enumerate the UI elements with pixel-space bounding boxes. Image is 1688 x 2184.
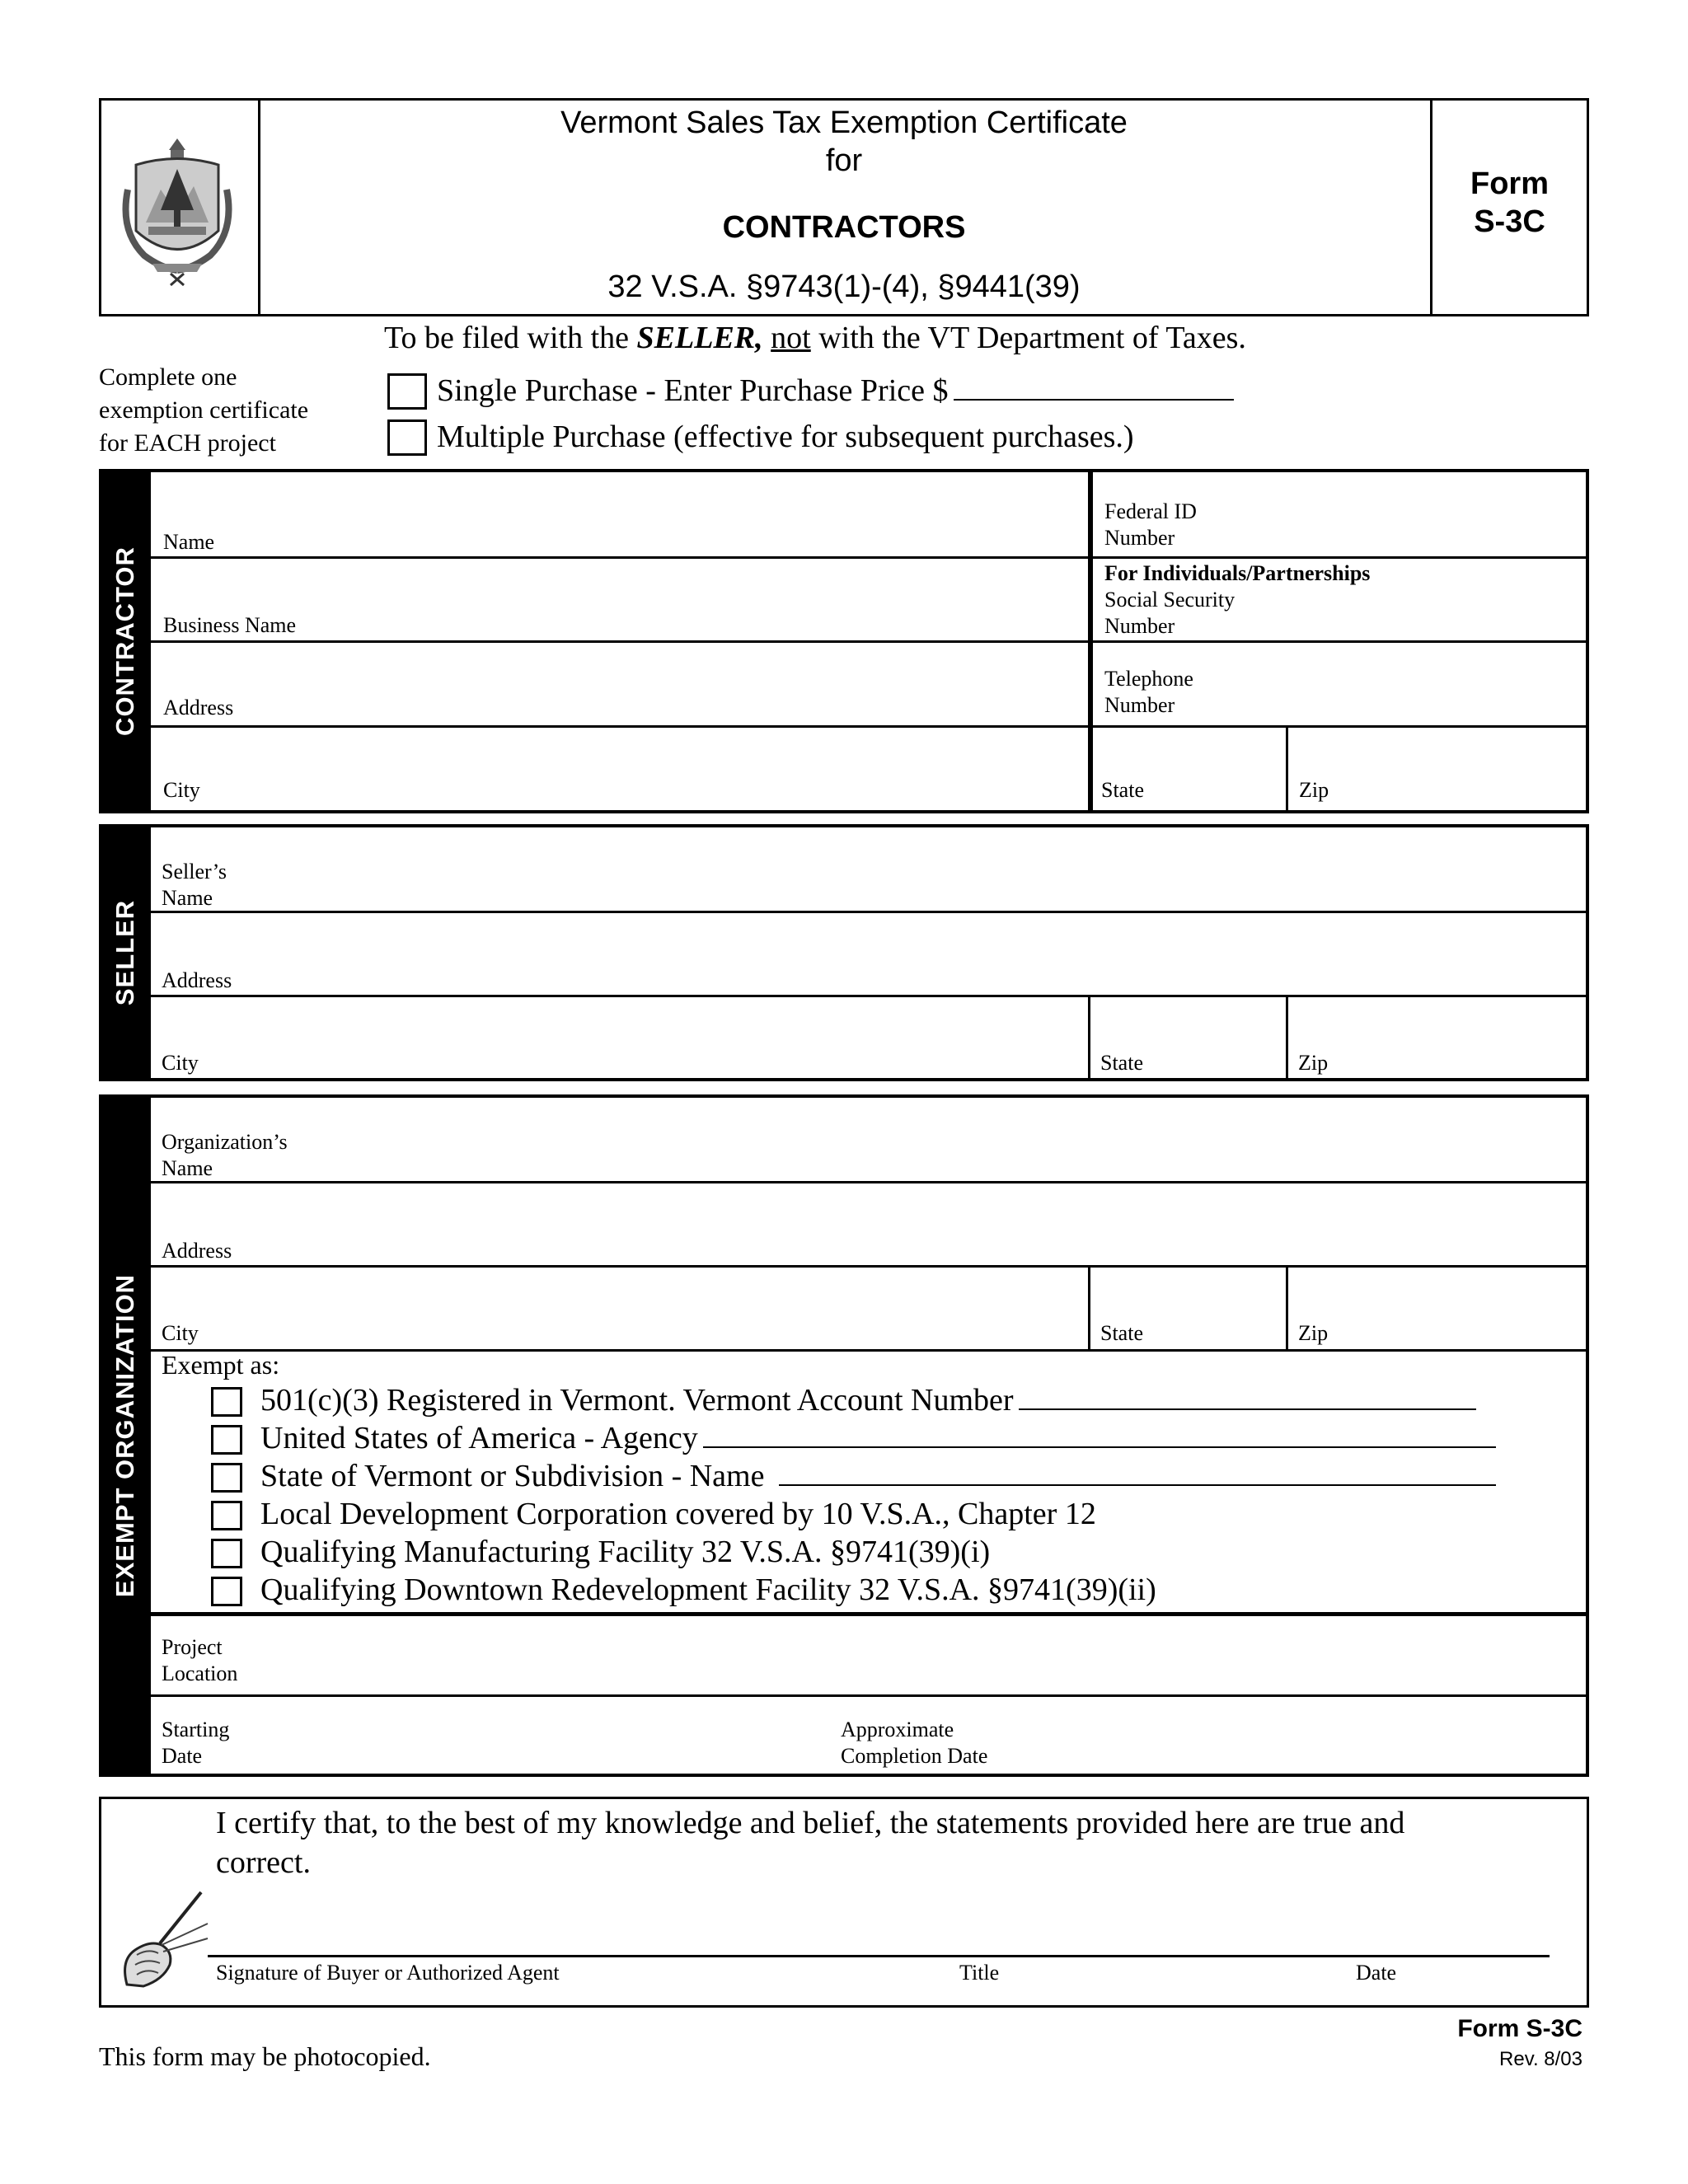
contractor-name-label: Name <box>163 530 215 554</box>
seller-zip-label: Zip <box>1298 1051 1329 1075</box>
option-local-development: Local Development Corporation covered by 10 V.S.A., Chapter 12 <box>260 1497 1096 1531</box>
organization-state-field[interactable] <box>1095 1269 1282 1347</box>
organization-city-label: City <box>162 1321 199 1345</box>
option-state-subdivision-checkbox[interactable] <box>211 1463 242 1493</box>
completion-date-field[interactable] <box>1006 1699 1582 1774</box>
signature-line <box>208 1955 1550 1957</box>
date-label: Date <box>1356 1961 1397 1985</box>
seller-name-label: Seller’s Name <box>162 860 227 910</box>
contractor-zip-field[interactable] <box>1292 729 1585 810</box>
seller-section-label: SELLER <box>99 824 151 1081</box>
seller-city-label: City <box>162 1051 199 1075</box>
option-us-agency-checkbox[interactable] <box>211 1425 242 1455</box>
vermont-account-number-field[interactable] <box>1019 1384 1476 1410</box>
option-us-agency: United States of America - Agency <box>260 1420 1496 1456</box>
exempt-as-heading: Exempt as: <box>162 1350 280 1380</box>
seller-state-label: State <box>1100 1051 1143 1075</box>
signing-hand-icon <box>110 1886 218 1993</box>
contractor-address-field[interactable] <box>157 644 1080 723</box>
organization-name-label: Organization’s Name <box>162 1130 288 1180</box>
contractor-address-label: Address <box>163 696 234 719</box>
organization-name-field[interactable] <box>313 1099 1582 1179</box>
seller-name-field[interactable] <box>272 829 1582 908</box>
contractor-state-field[interactable] <box>1096 729 1282 810</box>
seller-zip-field[interactable] <box>1292 999 1585 1078</box>
seller-state-field[interactable] <box>1095 999 1282 1078</box>
signature-label: Signature of Buyer or Authorized Agent <box>216 1961 560 1985</box>
form-number: Form S-3C <box>1470 166 1549 239</box>
contractor-state-label: State <box>1101 778 1144 802</box>
organization-zip-field[interactable] <box>1292 1269 1585 1347</box>
footer-form-number: Form S-3C <box>1457 2015 1582 2042</box>
title-label: Title <box>959 1961 1000 1985</box>
contractor-zip-label: Zip <box>1299 778 1329 802</box>
statute-reference: 32 V.S.A. §9743(1)-(4), §9441(39) <box>607 269 1081 304</box>
vermont-seal-icon <box>111 132 243 288</box>
organization-address-label: Address <box>162 1239 232 1263</box>
option-501c3: 501(c)(3) Registered in Vermont. Vermont Account Number <box>260 1382 1476 1418</box>
option-501c3-checkbox[interactable] <box>211 1387 242 1417</box>
federal-id-field[interactable] <box>1236 474 1582 555</box>
ssn-field[interactable] <box>1286 593 1582 639</box>
photocopy-note: This form may be photocopied. <box>99 2041 431 2071</box>
telephone-label: Telephone Number <box>1104 667 1193 717</box>
seller-address-field[interactable] <box>157 915 1582 992</box>
purchase-price-field[interactable] <box>954 374 1234 401</box>
telephone-field[interactable] <box>1236 644 1582 723</box>
revision-date: Rev. 8/03 <box>1499 2048 1582 2070</box>
agency-name-field[interactable] <box>703 1422 1496 1448</box>
starting-date-label: Starting Date <box>162 1718 230 1768</box>
option-manufacturing: Qualifying Manufacturing Facility 32 V.S.A. §9741(39)(i) <box>260 1535 991 1569</box>
subdivision-name-field[interactable] <box>779 1460 1496 1486</box>
contractor-business-name-field[interactable] <box>157 560 1080 639</box>
signature-field[interactable] <box>216 1896 1543 1953</box>
form-title: Vermont Sales Tax Exemption Certificate for <box>560 105 1128 178</box>
exempt-organization-section-label: EXEMPT ORGANIZATION <box>99 1094 151 1777</box>
single-purchase-checkbox[interactable] <box>387 373 427 410</box>
organization-address-field[interactable] <box>157 1185 1582 1263</box>
certification-statement: I certify that, to the best of my knowledge and belief, the statements provided here are true and correct. <box>216 1806 1405 1880</box>
option-manufacturing-checkbox[interactable] <box>211 1539 242 1568</box>
project-note: Complete one exemption certificate for EACH project <box>99 363 309 457</box>
starting-date-field[interactable] <box>256 1699 832 1774</box>
filing-instruction: To be filed with the SELLER, not with the VT Department of Taxes. <box>384 321 1246 355</box>
seller-city-field[interactable] <box>157 999 1084 1078</box>
option-local-development-checkbox[interactable] <box>211 1501 242 1530</box>
contractor-business-name-label: Business Name <box>163 613 297 637</box>
project-location-field[interactable] <box>256 1617 1582 1691</box>
organization-zip-label: Zip <box>1298 1321 1329 1345</box>
form-subtitle: CONTRACTORS <box>722 210 966 245</box>
multiple-purchase-checkbox[interactable] <box>387 419 427 456</box>
single-purchase-option: Single Purchase - Enter Purchase Price $ <box>437 373 1234 409</box>
option-state-subdivision: State of Vermont or Subdivision - Name <box>260 1458 1496 1494</box>
contractor-section-label: CONTRACTOR <box>99 469 151 813</box>
multiple-purchase-option: Multiple Purchase (effective for subsequent purchases.) <box>437 419 1134 454</box>
option-downtown-checkbox[interactable] <box>211 1577 242 1606</box>
organization-state-label: State <box>1100 1321 1143 1345</box>
option-downtown: Qualifying Downtown Redevelopment Facility 32 V.S.A. §9741(39)(ii) <box>260 1572 1156 1607</box>
completion-date-label: Approximate Completion Date <box>841 1718 988 1768</box>
contractor-city-field[interactable] <box>157 729 1080 810</box>
federal-id-label: Federal ID Number <box>1104 499 1197 550</box>
project-location-label: Project Location <box>162 1635 238 1685</box>
ssn-label: For Individuals/Partnerships Social Security Number <box>1104 561 1371 638</box>
organization-city-field[interactable] <box>157 1269 1084 1347</box>
contractor-city-label: City <box>163 778 200 802</box>
contractor-name-field[interactable] <box>157 474 1080 555</box>
seller-address-label: Address <box>162 968 232 992</box>
